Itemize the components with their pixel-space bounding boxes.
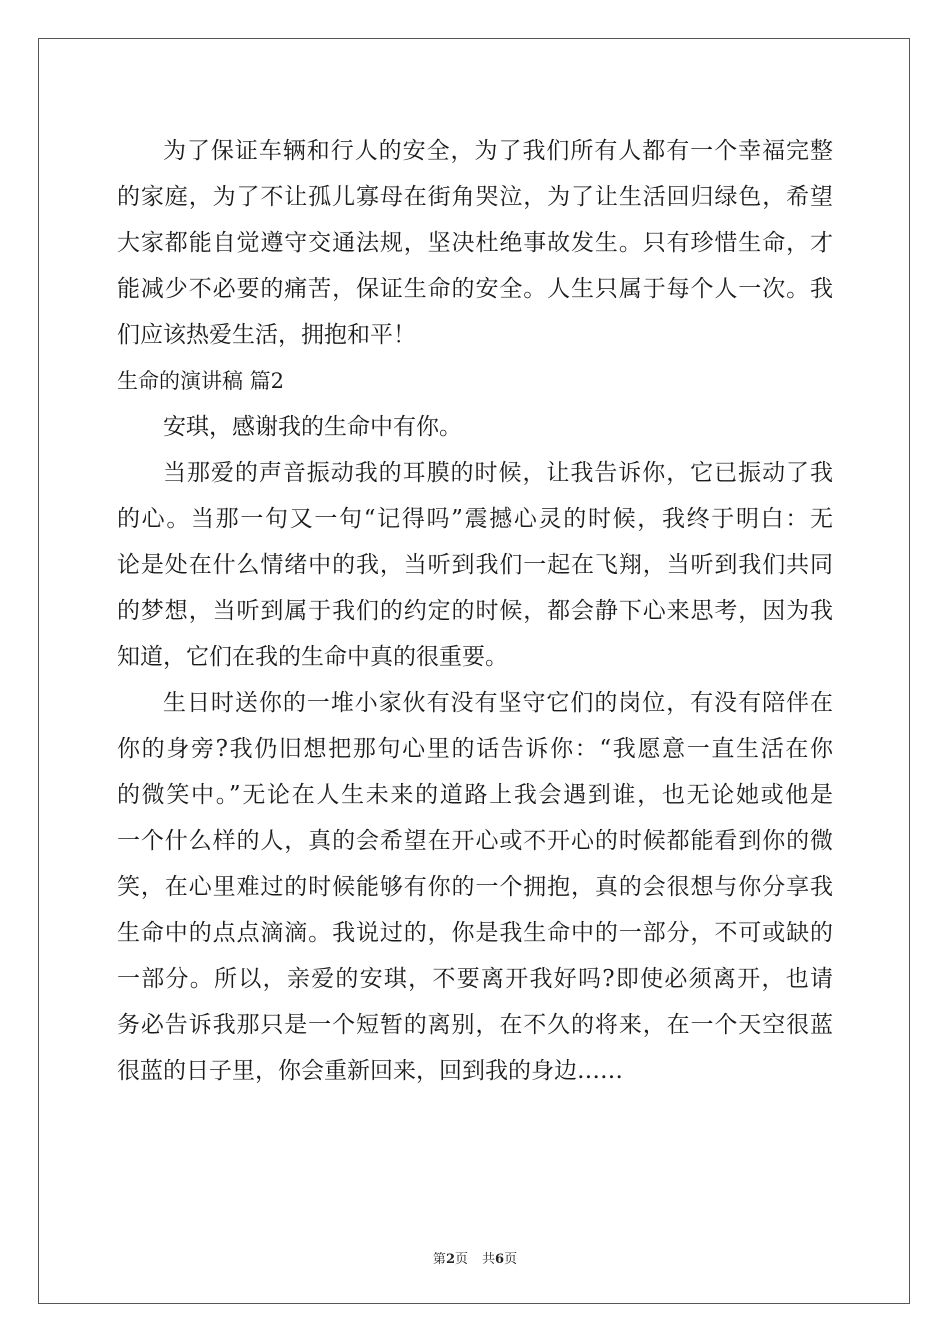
text-line: 的家庭，为了不让孤儿寡母在街角哭泣，为了让生活回归绿色，希望	[117, 184, 833, 210]
text-line: 大家都能自觉遵守交通法规，坚决杜绝事故发生。只有珍惜生命，才	[117, 230, 833, 256]
paragraph-1	[117, 128, 833, 358]
text-line: 的梦想，当听到属于我们的约定的时候，都会静下心来思考，因为我	[117, 598, 833, 624]
text-line: 的微笑中。”无论在人生未来的道路上我会遇到谁，也无论她或他是	[117, 782, 833, 808]
page-prefix: 第	[432, 1252, 446, 1267]
paragraph-4	[117, 680, 833, 1094]
page-indicator	[433, 1252, 468, 1267]
page-number: 2	[445, 1252, 455, 1267]
text-line: 生日时送你的一堆小家伙有没有坚守它们的岗位，有没有陪伴在	[163, 690, 833, 716]
text-line: 为了保证车辆和行人的安全，为了我们所有人都有一个幸福完整	[163, 138, 833, 164]
text-line: 知道，它们在我的生命中真的很重要。	[117, 644, 508, 670]
text-line: 笑，在心里难过的时候能够有你的一个拥抱，真的会很想与你分享我	[117, 874, 833, 900]
document-body	[117, 128, 833, 1094]
text-line: 的心。当那一句又一句“记得吗”震撼心灵的时候，我终于明白：无	[117, 506, 833, 532]
text-line: 生命中的点点滴滴。我说过的，你是我生命中的一部分，不可或缺的	[117, 920, 833, 946]
text-line: 们应该热爱生活，拥抱和平！	[117, 322, 416, 348]
total-prefix: 共	[482, 1252, 496, 1267]
text-line: 你的身旁?我仍旧想把那句心里的话告诉你：“我愿意一直生活在你	[117, 736, 833, 762]
section-heading: 生命的演讲稿 篇2	[117, 369, 285, 393]
paragraph-3	[117, 450, 833, 680]
text-line: 一部分。所以，亲爱的安琪，不要离开我好吗?即使必须离开，也请	[117, 966, 833, 992]
page-suffix: 页	[454, 1252, 468, 1267]
text-line: 安琪，感谢我的生命中有你。	[163, 414, 462, 440]
total-indicator	[482, 1252, 517, 1267]
total-suffix: 页	[504, 1252, 518, 1267]
text-line: 很蓝的日子里，你会重新回来，回到我的身边……	[117, 1058, 623, 1084]
text-line: 务必告诉我那只是一个短暂的离别，在不久的将来，在一个天空很蓝	[117, 1012, 833, 1038]
total-pages: 6	[495, 1252, 505, 1267]
text-line: 能减少不必要的痛苦，保证生命的安全。人生只属于每个人一次。我	[117, 276, 833, 302]
paragraph-2	[117, 404, 833, 450]
page-footer	[0, 1248, 950, 1267]
text-line: 论是处在什么情绪中的我，当听到我们一起在飞翔，当听到我们共同	[117, 552, 833, 578]
text-line: 当那爱的声音振动我的耳膜的时候，让我告诉你，它已振动了我	[163, 460, 833, 486]
text-line: 一个什么样的人，真的会希望在开心或不开心的时候都能看到你的微	[117, 828, 833, 854]
